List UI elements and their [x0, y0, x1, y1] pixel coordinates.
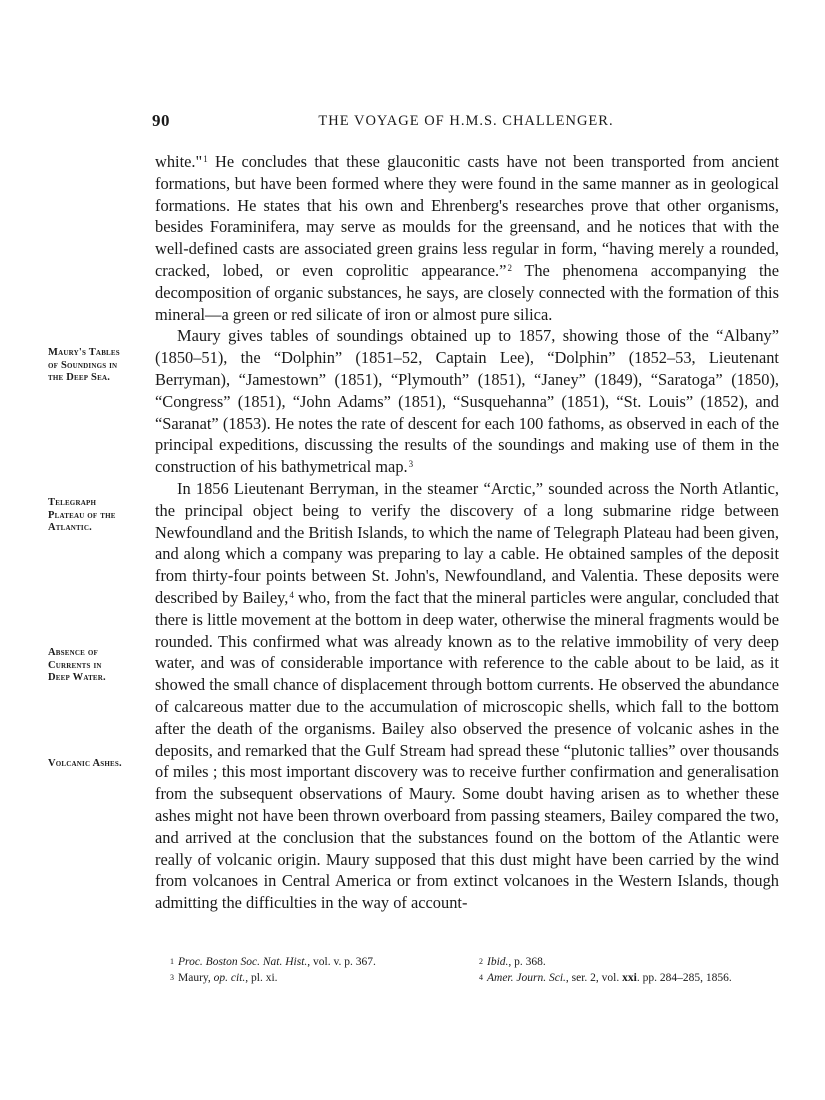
footnote-author: Maury, [178, 972, 214, 984]
footnote-detail: . pp. 284–285, 1856. [636, 972, 732, 984]
footnote-number: 2 [479, 957, 483, 966]
sidenote-line: Deep Water. [48, 672, 106, 683]
footnote-row [170, 954, 780, 970]
sidenote-line: Volcanic Ashes. [48, 758, 122, 769]
sidenote-line: Currents in [48, 659, 102, 671]
running-head [152, 111, 780, 133]
text-segment: The phenomena accompanying the decomposition of organic substances, he says, are closely connected with the formation of this mineral—a green or red silicate of iron or almost pure silica. [155, 260, 779, 324]
footnote-3 [170, 970, 467, 986]
footnote-ref-1[interactable]: 1 [203, 154, 208, 164]
sidenote-absence-of-currents [48, 647, 148, 685]
sidenote-volcanic-ashes [48, 758, 158, 771]
body-text [155, 151, 779, 914]
paragraph-glauconite [155, 151, 779, 325]
running-title: THE VOYAGE OF H.M.S. CHALLENGER. [318, 113, 614, 129]
footnote-number: 4 [479, 973, 483, 982]
page-number: 90 [152, 111, 170, 130]
footnote-source: Ibid. [487, 956, 509, 968]
sidenote-maurys-tables [48, 347, 148, 385]
footnotes [170, 954, 780, 986]
text-segment: In 1856 Lieutenant Berryman, in the steamer “Arctic,” sounded across the North Atlantic, the principal object being to verify the discovery of a long submarine ridge between Newfoundland and the British Islands, to which the name of Telegraph Plateau had been given, and along which a company was preparing to lay a cable. He obtained samples of the deposit from thirty-four points between St. John's, Newfoundland, and Valentia. These deposits were described by Bailey, [155, 478, 779, 607]
footnote-source: op. cit. [213, 972, 246, 984]
sidenote-line: Plateau of the [48, 509, 116, 521]
footnote-detail: , p. 368. [508, 956, 546, 968]
footnote-ref-2[interactable]: 2 [507, 262, 512, 273]
footnote-detail: , vol. v. p. 367. [307, 956, 376, 968]
paragraph-berryman-arctic [155, 478, 779, 914]
footnote-number: 1 [170, 957, 174, 966]
footnote-source: Proc. Boston Soc. Nat. Hist. [178, 956, 308, 968]
sidenote-line: the Deep Sea. [48, 372, 111, 383]
footnote-number: 3 [170, 973, 174, 982]
sidenote-line: Atlantic. [48, 522, 92, 533]
sidenote-line: Absence of [48, 647, 98, 658]
footnote-1 [170, 954, 467, 970]
footnote-4 [467, 970, 776, 986]
text-segment: He concludes that these glauconitic casts have not been transported from ancient formations, but have been formed where they were found in the same manner as in geological formations. He states that his own and Ehrenberg's researches prove that other organisms, besides Foraminifera, may serve as moulds for the greensand, and he notices that with the well-defined casts are associated green grains less regular in form, “having merely a rounded, cracked, lobed, or even coprolitic appearance.” [155, 152, 779, 280]
footnote-ref-3[interactable]: 3 [408, 459, 414, 470]
footnote-ref-4[interactable]: 4 [289, 589, 294, 600]
footnote-row [170, 970, 780, 986]
text-segment: Maury gives tables of soundings obtained up to 1857, showing those of the “Albany” (1850–51), the “Dolphin” (1851–52, Captain Lee), “Dolphin” (1852–53, Lieutenant Berryman), “Jamestown” (1851), “Plymouth” (1851), “Janey” (1849), “Saratoga” (1850), “Congress” (1851), “John Adams” (1851), “Susquehanna” (1851), “St. Louis” (1852), and “Saranat” (1853). He notes the rate of descent for each 100 fathoms, as observed in each of the principal expeditions, discussing the results of the soundings and making use of them in the construction of his bathymetrical map. [155, 326, 779, 477]
footnote-source: Amer. Journ. Sci. [487, 972, 566, 984]
sidenote-telegraph-plateau [48, 497, 148, 535]
sidenote-line: Maury's Tables [48, 347, 120, 358]
paragraph-maury-soundings [155, 325, 779, 478]
footnote-volume: xxi [622, 972, 637, 984]
footnote-detail: , ser. 2, vol. [565, 972, 623, 984]
sidenote-line: Telegraph [48, 497, 97, 508]
text-segment: white." [155, 152, 203, 171]
sidenote-line: of Soundings in [48, 359, 118, 371]
footnote-2 [467, 954, 776, 970]
text-segment: who, from the fact that the mineral particles were angular, concluded that there is little movement at the bottom in deep water, otherwise the mineral fragments would be rounded. This confirmed what was already known as to the relative immobility of very deep water, and was of considerable importance with reference to the cable about to be laid, as it showed the small chance of displacement through bottom currents. He observed the abundance of calcareous matter due to the accumulation of microscopic shells, which fall to the bottom after the death of the organisms. Bailey also observed the presence of volcanic ashes in the deposits, and remarked that the Gulf Stream had spread these “plutonic tallies” over thousands of miles ; this most important discovery was to receive further confirmation and generalisation from the subsequent observations of Maury. Some doubt having arisen as to whether these ashes might not have been thrown overboard from passing steamers, Bailey compared the two, and arrived at the conclusion that the substances found on the bottom of the Atlantic were really of volcanic origin. Maury supposed that this dust might have been carried by the wind from volcanoes in Central America or from extinct volcanoes in the Western Islands, though admitting the difficulties in the way of account- [155, 587, 779, 913]
footnote-detail: , pl. xi. [245, 972, 278, 984]
